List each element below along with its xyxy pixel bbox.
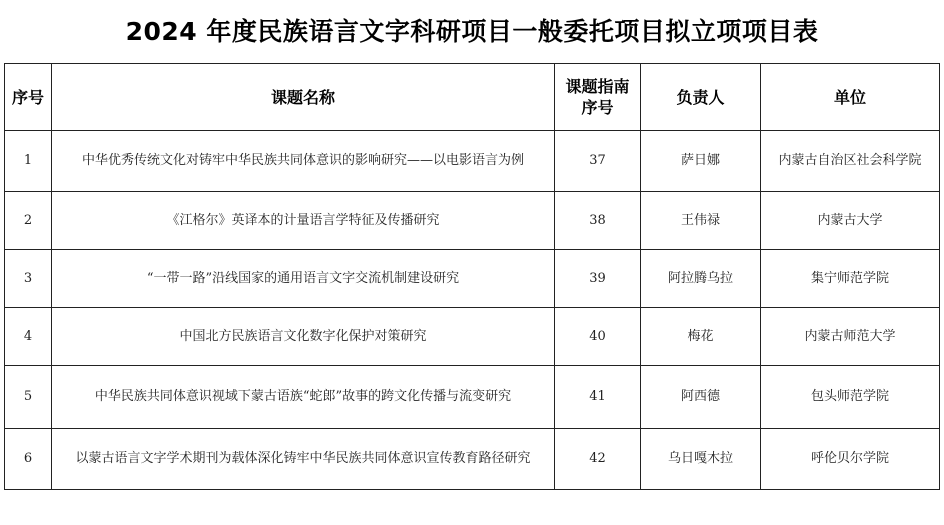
cell-unit: 内蒙古大学 — [761, 192, 940, 250]
cell-unit: 内蒙古自治区社会科学院 — [761, 131, 940, 192]
header-topic: 课题名称 — [52, 64, 555, 131]
cell-index: 1 — [5, 131, 52, 192]
table-row — [5, 192, 940, 250]
header-leader: 负责人 — [641, 64, 761, 131]
table-row — [5, 131, 940, 192]
table-header-row — [5, 64, 940, 131]
cell-topic: 《江格尔》英译本的计量语言学特征及传播研究 — [52, 192, 555, 250]
cell-topic: 以蒙古语言文字学术期刊为载体深化铸牢中华民族共同体意识宣传教育路径研究 — [52, 429, 555, 490]
cell-unit: 集宁师范学院 — [761, 250, 940, 308]
header-unit: 单位 — [761, 64, 940, 131]
header-index: 序号 — [5, 64, 52, 131]
cell-leader: 萨日娜 — [641, 131, 761, 192]
cell-index: 2 — [5, 192, 52, 250]
cell-leader: 梅花 — [641, 308, 761, 366]
header-guide-no: 课题指南序号 — [555, 64, 641, 131]
project-table — [4, 63, 940, 490]
table-row — [5, 429, 940, 490]
cell-unit: 包头师范学院 — [761, 366, 940, 429]
cell-guide-no: 38 — [555, 192, 641, 250]
cell-topic: 中华优秀传统文化对铸牢中华民族共同体意识的影响研究——以电影语言为例 — [52, 131, 555, 192]
cell-leader: 乌日嘎木拉 — [641, 429, 761, 490]
cell-guide-no: 40 — [555, 308, 641, 366]
cell-guide-no: 42 — [555, 429, 641, 490]
cell-index: 6 — [5, 429, 52, 490]
cell-topic: “一带一路”沿线国家的通用语言文字交流机制建设研究 — [52, 250, 555, 308]
cell-topic: 中国北方民族语言文化数字化保护对策研究 — [52, 308, 555, 366]
table-row — [5, 366, 940, 429]
cell-index: 3 — [5, 250, 52, 308]
table-row — [5, 250, 940, 308]
cell-leader: 王伟禄 — [641, 192, 761, 250]
page-title: 2024 年度民族语言文字科研项目一般委托项目拟立项项目表 — [125, 17, 819, 46]
cell-index: 5 — [5, 366, 52, 429]
cell-guide-no: 41 — [555, 366, 641, 429]
cell-unit: 呼伦贝尔学院 — [761, 429, 940, 490]
cell-guide-no: 39 — [555, 250, 641, 308]
cell-guide-no: 37 — [555, 131, 641, 192]
cell-leader: 阿西德 — [641, 366, 761, 429]
cell-unit: 内蒙古师范大学 — [761, 308, 940, 366]
cell-index: 4 — [5, 308, 52, 366]
table-row — [5, 308, 940, 366]
cell-leader: 阿拉腾乌拉 — [641, 250, 761, 308]
cell-topic: 中华民族共同体意识视域下蒙古语族“蛇郎”故事的跨文化传播与流变研究 — [52, 366, 555, 429]
